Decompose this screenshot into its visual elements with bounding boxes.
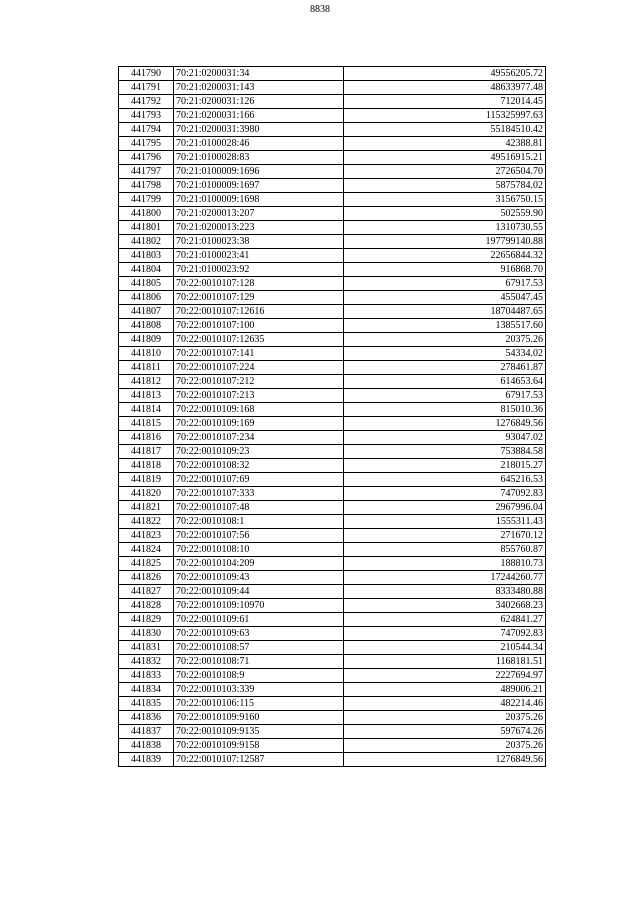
table-row [119,515,546,529]
row-id-cell: 441827 [119,585,174,599]
cadastral-number-cell: 70:22:0010107:128 [174,277,344,291]
row-id-cell: 441835 [119,697,174,711]
value-cell: 271670.12 [344,529,546,543]
row-id-cell: 441824 [119,543,174,557]
value-cell: 20375.26 [344,333,546,347]
cadastral-number-cell: 70:22:0010107:69 [174,473,344,487]
row-id-cell: 441794 [119,123,174,137]
cadastral-number-cell: 70:21:0200013:223 [174,221,344,235]
cadastral-number-cell: 70:22:0010108:32 [174,459,344,473]
row-id-cell: 441833 [119,669,174,683]
row-id-cell: 441795 [119,137,174,151]
cadastral-number-cell: 70:22:0010108:10 [174,543,344,557]
row-id-cell: 441839 [119,753,174,767]
value-cell: 489006.21 [344,683,546,697]
value-cell: 5875784.02 [344,179,546,193]
row-id-cell: 441793 [119,109,174,123]
value-cell: 1555311.43 [344,515,546,529]
table-row [119,333,546,347]
value-cell: 22656844.32 [344,249,546,263]
cadastral-number-cell: 70:22:0010103:339 [174,683,344,697]
table-row [119,193,546,207]
table-row [119,221,546,235]
row-id-cell: 441803 [119,249,174,263]
value-cell: 54334.02 [344,347,546,361]
row-id-cell: 441822 [119,515,174,529]
cadastral-number-cell: 70:21:0100009:1698 [174,193,344,207]
table-row [119,571,546,585]
table-row [119,725,546,739]
table-row [119,543,546,557]
cadastral-number-cell: 70:21:0200031:143 [174,81,344,95]
row-id-cell: 441791 [119,81,174,95]
table-row [119,739,546,753]
table-row [119,291,546,305]
cadastral-number-cell: 70:22:0010104:209 [174,557,344,571]
cadastral-number-cell: 70:22:0010109:168 [174,403,344,417]
row-id-cell: 441837 [119,725,174,739]
value-cell: 1168181.51 [344,655,546,669]
value-cell: 614653.64 [344,375,546,389]
value-cell: 8333480.88 [344,585,546,599]
table-row [119,277,546,291]
cadastral-number-cell: 70:22:0010107:141 [174,347,344,361]
value-cell: 42388.81 [344,137,546,151]
cadastral-number-cell: 70:21:0200031:34 [174,67,344,81]
cadastral-number-cell: 70:21:0200031:126 [174,95,344,109]
cadastral-number-cell: 70:22:0010108:71 [174,655,344,669]
value-cell: 916868.70 [344,263,546,277]
cadastral-number-cell: 70:22:0010106:115 [174,697,344,711]
row-id-cell: 441792 [119,95,174,109]
cadastral-number-cell: 70:21:0200013:207 [174,207,344,221]
row-id-cell: 441829 [119,613,174,627]
table-row [119,585,546,599]
cadastral-number-cell: 70:21:0100023:92 [174,263,344,277]
cadastral-number-cell: 70:22:0010109:10970 [174,599,344,613]
value-cell: 645216.53 [344,473,546,487]
table-row [119,207,546,221]
row-id-cell: 441820 [119,487,174,501]
cadastral-number-cell: 70:22:0010107:212 [174,375,344,389]
row-id-cell: 441790 [119,67,174,81]
value-cell: 747092.83 [344,487,546,501]
table-row [119,137,546,151]
cadastral-number-cell: 70:22:0010109:61 [174,613,344,627]
cadastral-number-cell: 70:22:0010107:129 [174,291,344,305]
row-id-cell: 441809 [119,333,174,347]
table-row [119,305,546,319]
value-cell: 67917.53 [344,277,546,291]
value-cell: 1276849.56 [344,753,546,767]
value-cell: 2726504.70 [344,165,546,179]
row-id-cell: 441804 [119,263,174,277]
cadastral-number-cell: 70:22:0010107:213 [174,389,344,403]
table-row [119,263,546,277]
cadastral-number-cell: 70:22:0010109:9135 [174,725,344,739]
page-number: 8838 [310,4,330,15]
table-row [119,627,546,641]
row-id-cell: 441796 [119,151,174,165]
cadastral-number-cell: 70:22:0010109:9158 [174,739,344,753]
table-row [119,487,546,501]
value-cell: 210544.34 [344,641,546,655]
value-cell: 49516915.21 [344,151,546,165]
table-row [119,389,546,403]
row-id-cell: 441815 [119,417,174,431]
row-id-cell: 441825 [119,557,174,571]
cadastral-number-cell: 70:22:0010109:169 [174,417,344,431]
table-row [119,151,546,165]
table-row [119,445,546,459]
cadastral-number-cell: 70:22:0010107:333 [174,487,344,501]
table-row [119,431,546,445]
value-cell: 197799140.88 [344,235,546,249]
row-id-cell: 441810 [119,347,174,361]
cadastral-number-cell: 70:22:0010108:57 [174,641,344,655]
cadastral-number-cell: 70:22:0010109:9160 [174,711,344,725]
value-cell: 1385517.60 [344,319,546,333]
registry-table-body [119,67,546,767]
table-row [119,417,546,431]
cadastral-number-cell: 70:22:0010108:9 [174,669,344,683]
table-row [119,165,546,179]
cadastral-number-cell: 70:22:0010107:12635 [174,333,344,347]
cadastral-number-cell: 70:22:0010107:224 [174,361,344,375]
row-id-cell: 441819 [119,473,174,487]
table-row [119,557,546,571]
table-row [119,599,546,613]
table-row [119,235,546,249]
row-id-cell: 441838 [119,739,174,753]
table-row [119,459,546,473]
value-cell: 67917.53 [344,389,546,403]
cadastral-number-cell: 70:22:0010109:43 [174,571,344,585]
value-cell: 55184510.42 [344,123,546,137]
row-id-cell: 441823 [119,529,174,543]
cadastral-number-cell: 70:21:0100023:41 [174,249,344,263]
row-id-cell: 441799 [119,193,174,207]
table-row [119,81,546,95]
cadastral-number-cell: 70:21:0100028:83 [174,151,344,165]
cadastral-number-cell: 70:22:0010107:100 [174,319,344,333]
value-cell: 624841.27 [344,613,546,627]
cadastral-number-cell: 70:22:0010109:63 [174,627,344,641]
value-cell: 597674.26 [344,725,546,739]
table-row [119,109,546,123]
table-row [119,319,546,333]
row-id-cell: 441821 [119,501,174,515]
table-row [119,249,546,263]
value-cell: 502559.90 [344,207,546,221]
row-id-cell: 441816 [119,431,174,445]
cadastral-number-cell: 70:22:0010109:23 [174,445,344,459]
table-row [119,473,546,487]
cadastral-number-cell: 70:22:0010107:48 [174,501,344,515]
row-id-cell: 441828 [119,599,174,613]
row-id-cell: 441797 [119,165,174,179]
table-row [119,95,546,109]
cadastral-number-cell: 70:21:0100023:38 [174,235,344,249]
row-id-cell: 441814 [119,403,174,417]
cadastral-number-cell: 70:21:0100009:1697 [174,179,344,193]
value-cell: 20375.26 [344,739,546,753]
cadastral-number-cell: 70:22:0010107:234 [174,431,344,445]
row-id-cell: 441836 [119,711,174,725]
cadastral-number-cell: 70:21:0100028:46 [174,137,344,151]
table-row [119,179,546,193]
value-cell: 17244260.77 [344,571,546,585]
table-row [119,529,546,543]
cadastral-number-cell: 70:22:0010108:1 [174,515,344,529]
value-cell: 18704487.65 [344,305,546,319]
table-row [119,361,546,375]
value-cell: 278461.87 [344,361,546,375]
value-cell: 712014.45 [344,95,546,109]
row-id-cell: 441831 [119,641,174,655]
value-cell: 2967996.04 [344,501,546,515]
value-cell: 3402668.23 [344,599,546,613]
value-cell: 455047.45 [344,291,546,305]
value-cell: 753884.58 [344,445,546,459]
value-cell: 1276849.56 [344,417,546,431]
row-id-cell: 441802 [119,235,174,249]
table-row [119,613,546,627]
table-row [119,655,546,669]
value-cell: 747092.83 [344,627,546,641]
value-cell: 2227694.97 [344,669,546,683]
value-cell: 93047.02 [344,431,546,445]
table-row [119,753,546,767]
table-row [119,711,546,725]
value-cell: 188810.73 [344,557,546,571]
table-row [119,641,546,655]
cadastral-number-cell: 70:22:0010107:12587 [174,753,344,767]
row-id-cell: 441805 [119,277,174,291]
cadastral-number-cell: 70:22:0010107:12616 [174,305,344,319]
value-cell: 482214.46 [344,697,546,711]
table-row [119,683,546,697]
cadastral-number-cell: 70:21:0200031:166 [174,109,344,123]
row-id-cell: 441801 [119,221,174,235]
row-id-cell: 441811 [119,361,174,375]
row-id-cell: 441830 [119,627,174,641]
table-row [119,501,546,515]
cadastral-number-cell: 70:21:0100009:1696 [174,165,344,179]
row-id-cell: 441834 [119,683,174,697]
table-row [119,669,546,683]
row-id-cell: 441800 [119,207,174,221]
value-cell: 218015.27 [344,459,546,473]
value-cell: 115325997.63 [344,109,546,123]
row-id-cell: 441807 [119,305,174,319]
table-row [119,403,546,417]
table-row [119,697,546,711]
table-row [119,375,546,389]
value-cell: 1310730.55 [344,221,546,235]
row-id-cell: 441817 [119,445,174,459]
table-row [119,347,546,361]
value-cell: 49556205.72 [344,67,546,81]
row-id-cell: 441808 [119,319,174,333]
table-row [119,67,546,81]
row-id-cell: 441798 [119,179,174,193]
row-id-cell: 441812 [119,375,174,389]
cadastral-number-cell: 70:21:0200031:3980 [174,123,344,137]
row-id-cell: 441826 [119,571,174,585]
value-cell: 3156750.15 [344,193,546,207]
cadastral-number-cell: 70:22:0010107:56 [174,529,344,543]
row-id-cell: 441813 [119,389,174,403]
row-id-cell: 441806 [119,291,174,305]
value-cell: 855760.87 [344,543,546,557]
value-cell: 815010.36 [344,403,546,417]
table-row [119,123,546,137]
row-id-cell: 441818 [119,459,174,473]
value-cell: 20375.26 [344,711,546,725]
registry-table [118,66,546,767]
cadastral-number-cell: 70:22:0010109:44 [174,585,344,599]
row-id-cell: 441832 [119,655,174,669]
value-cell: 48633977.48 [344,81,546,95]
